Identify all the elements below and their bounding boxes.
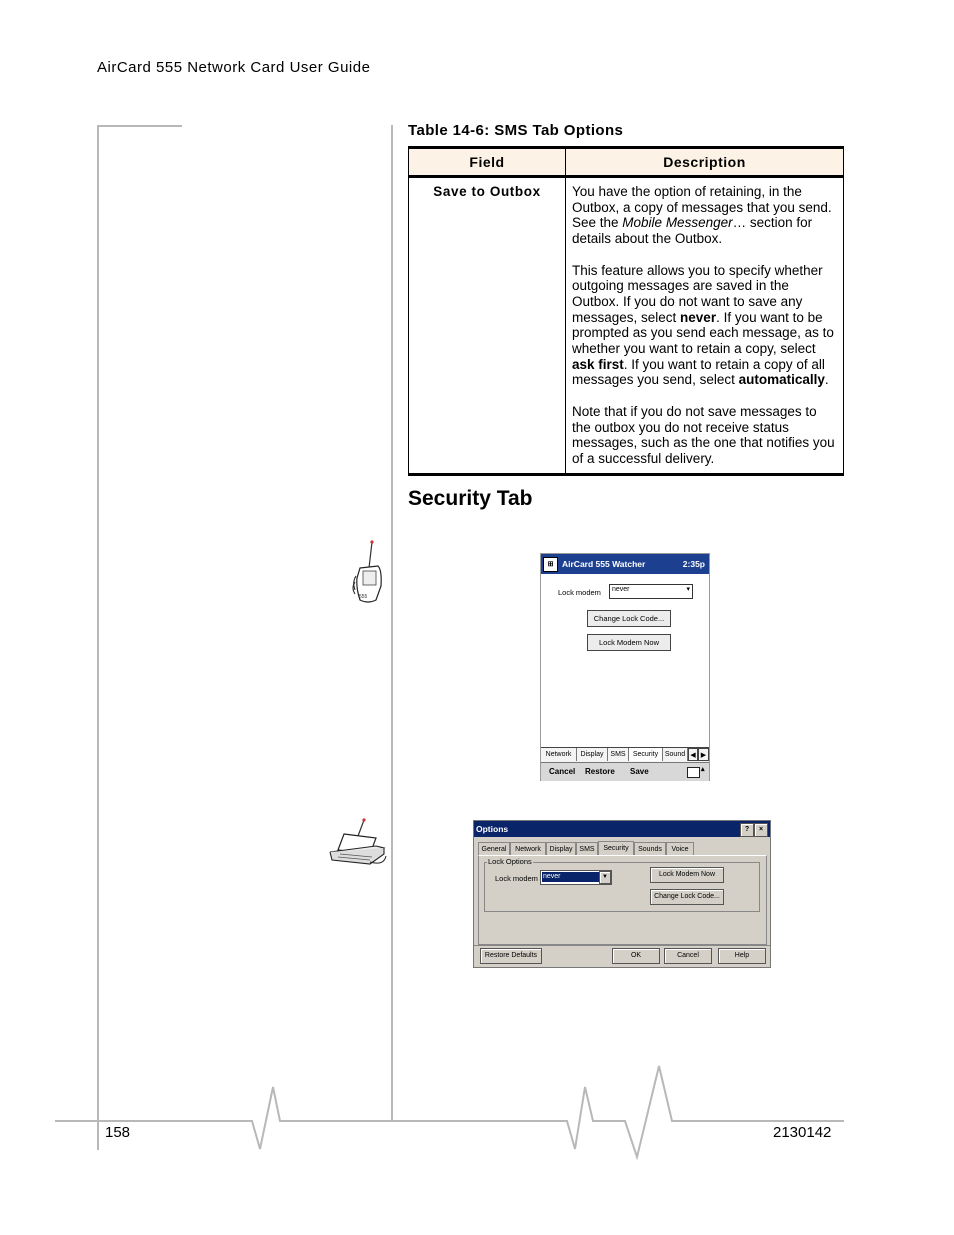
tab-sounds[interactable]: Sounds bbox=[634, 842, 666, 856]
svg-text:555: 555 bbox=[359, 594, 368, 600]
tab-security[interactable]: Security bbox=[598, 841, 634, 856]
lock-modem-value: never bbox=[612, 586, 630, 593]
lock-modem-now-button[interactable]: Lock Modem Now bbox=[650, 867, 724, 883]
text-run: . If you want to retain a copy of all messages you send, select bbox=[572, 356, 825, 388]
lock-modem-label: Lock modem bbox=[495, 874, 538, 883]
option-automatically: automatically bbox=[738, 372, 825, 388]
text-run: You have the option of retaining, in the Outbox, a copy of messages that you send. See the bbox=[572, 184, 832, 231]
tab-network[interactable]: Network bbox=[541, 748, 577, 761]
table-row bbox=[409, 177, 844, 475]
group-label: Lock Options bbox=[488, 857, 532, 866]
description-paragraph bbox=[572, 184, 837, 247]
description-cell bbox=[566, 177, 844, 475]
chevron-down-icon: ▾ bbox=[686, 586, 690, 593]
input-menu-icon[interactable]: ▴ bbox=[701, 766, 705, 773]
dialog-button-divider bbox=[474, 945, 770, 946]
keyboard-icon[interactable] bbox=[687, 767, 700, 778]
tab-voice[interactable]: Voice bbox=[666, 842, 694, 856]
scroll-right-icon[interactable]: ▶ bbox=[698, 748, 709, 761]
change-lock-code-button[interactable]: Change Lock Code... bbox=[650, 889, 724, 905]
table-caption: Table 14-6: SMS Tab Options bbox=[408, 122, 624, 139]
text-run: … section for details about the Outbox. bbox=[572, 215, 813, 247]
field-cell: Save to Outbox bbox=[409, 177, 566, 475]
tab-display[interactable]: Display bbox=[546, 842, 576, 856]
dialog-title: Options bbox=[476, 824, 509, 834]
section-title: Security Tab bbox=[408, 487, 533, 510]
top-rule bbox=[97, 125, 182, 127]
text-run: . bbox=[824, 372, 829, 388]
option-never: never bbox=[680, 309, 717, 325]
windows-start-icon[interactable]: ⊞ bbox=[543, 557, 558, 572]
help-icon[interactable]: ? bbox=[740, 823, 754, 837]
pocketpc-title: AirCard 555 Watcher bbox=[562, 559, 646, 569]
tab-security[interactable]: Security bbox=[629, 748, 663, 761]
restore-command[interactable]: Restore bbox=[585, 767, 615, 776]
options-dialog-screenshot bbox=[473, 820, 771, 968]
chevron-down-icon[interactable]: ▼ bbox=[599, 871, 611, 884]
pocketpc-clock: 2:35p bbox=[682, 559, 705, 569]
ok-button[interactable]: OK bbox=[612, 948, 660, 964]
change-lock-code-button[interactable]: Change Lock Code... bbox=[587, 610, 671, 627]
tab-sms[interactable]: SMS bbox=[576, 842, 598, 856]
option-ask-first: ask first bbox=[572, 356, 624, 372]
help-button[interactable]: Help bbox=[718, 948, 766, 964]
column-divider-rule bbox=[391, 125, 393, 1121]
description-paragraph bbox=[572, 263, 837, 389]
laptop-card-icon bbox=[326, 816, 388, 872]
tab-sound[interactable]: Sound bbox=[663, 748, 688, 761]
lock-modem-now-button[interactable]: Lock Modem Now bbox=[587, 634, 671, 651]
lock-modem-select[interactable] bbox=[540, 870, 612, 885]
document-number: 2130142 bbox=[773, 1124, 832, 1141]
restore-defaults-button[interactable]: Restore Defaults bbox=[480, 948, 542, 964]
dialog-title-bar bbox=[474, 821, 770, 837]
cancel-button[interactable]: Cancel bbox=[664, 948, 712, 964]
tab-display[interactable]: Display bbox=[577, 748, 608, 761]
column-header-field: Field bbox=[409, 148, 566, 177]
scroll-left-icon[interactable]: ◀ bbox=[688, 748, 698, 761]
pocketpc-command-bar bbox=[541, 762, 709, 781]
handheld-device-icon bbox=[350, 538, 390, 606]
pocketpc-tab-strip bbox=[541, 747, 709, 762]
left-margin-rule bbox=[97, 125, 99, 1150]
pocketpc-title-bar bbox=[541, 554, 709, 574]
text-run: . If you want to be prompted as you send each message, as to whether you want to retain a copy, select bbox=[572, 309, 834, 357]
tab-network[interactable]: Network bbox=[510, 842, 546, 856]
text-run: This feature allows you to specify whether outgoing messages are saved in the Outbox. If you do not want to save any messages, select bbox=[572, 262, 823, 325]
lock-modem-label: Lock modem bbox=[558, 588, 601, 597]
tab-sms[interactable]: SMS bbox=[608, 748, 629, 761]
page-number: 158 bbox=[105, 1124, 131, 1141]
pocketpc-security-screenshot bbox=[540, 553, 710, 781]
tab-general[interactable]: General bbox=[478, 842, 510, 856]
running-header: AirCard 555 Network Card User Guide bbox=[97, 59, 371, 76]
column-header-description: Description bbox=[566, 148, 844, 177]
save-command[interactable]: Save bbox=[630, 767, 649, 776]
text-run-emphasis: Mobile Messenger bbox=[622, 215, 733, 231]
sms-options-table bbox=[408, 146, 844, 476]
footer-waveform-rule bbox=[55, 1062, 845, 1162]
description-paragraph: Note that if you do not save messages to the outbox you do not receive status messages, such as the one that notifies you of a successful delivery. bbox=[572, 403, 835, 466]
lock-modem-select[interactable] bbox=[609, 584, 693, 599]
close-icon[interactable]: × bbox=[754, 823, 768, 837]
cancel-command[interactable]: Cancel bbox=[549, 767, 576, 776]
lock-modem-value: never bbox=[542, 872, 599, 882]
